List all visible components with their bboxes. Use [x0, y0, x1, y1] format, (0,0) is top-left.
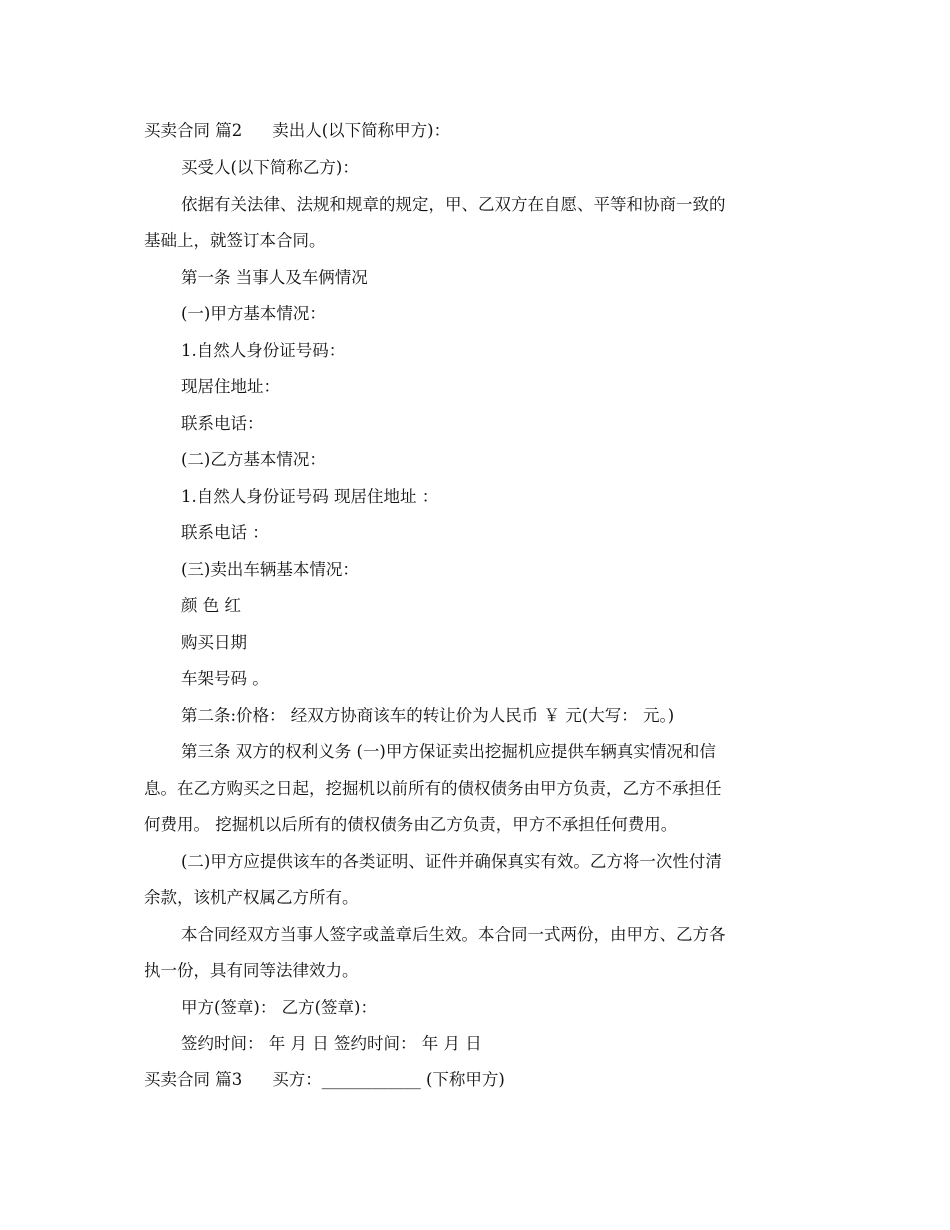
field-label: 颜 色 红: [181, 596, 241, 615]
field-label: 车架号码 。: [181, 669, 269, 688]
section-title: 买卖合同 篇3: [144, 1070, 243, 1089]
paragraph-line: 依据有关法律、法规和规章的规定，甲、乙双方在自愿、平等和协商一致的: [181, 195, 726, 214]
field-label: 联系电话 ：: [181, 523, 269, 542]
buyer-prefix: 买方：: [272, 1070, 322, 1089]
buyer-suffix: (下称甲方): [426, 1070, 505, 1089]
seller-label: 卖出人(以下简称甲方)：: [272, 121, 451, 140]
paragraph-line: 第三条 双方的权利义务 (一)甲方保证卖出挖掘机应提供车辆真实情况和信: [181, 742, 716, 761]
paragraph-line: 本合同经双方当事人签字或盖章后生效。本合同一式两份，由甲方、乙方各: [181, 925, 726, 944]
section-title: 买卖合同 篇2: [144, 121, 243, 140]
field-label: 现居住地址：: [181, 377, 280, 396]
field-label: 1.自然人身份证号码 现居住地址 ：: [181, 487, 439, 506]
field-label: 1.自然人身份证号码：: [181, 341, 346, 360]
article-heading: 第一条 当事人及车俩情况: [181, 268, 368, 287]
paragraph-line: 何费用。 挖掘机以后所有的债权债务由乙方负责，甲方不承担任何费用。: [144, 815, 678, 834]
paragraph-line: 息。在乙方购买之日起，挖掘机以前所有的债权债务由甲方负责，乙方不承担任: [144, 779, 722, 798]
section-heading-3: [144, 1070, 505, 1090]
field-label: 联系电话：: [181, 414, 264, 433]
paragraph-line: (二)甲方应提供该车的各类证明、证件并确保真实有效。乙方将一次性付清: [181, 852, 722, 871]
signature-line: 甲方(签章)： 乙方(签章)：: [181, 998, 377, 1017]
subsection-heading: (二)乙方基本情况：: [181, 450, 326, 469]
paragraph-line: 基础上，就签订本合同。: [144, 231, 326, 250]
article-heading: 第二条:价格： 经双方协商该车的转让价为人民币 ￥ 元(大写： 元。): [181, 706, 675, 725]
buyer-blank: ____________: [321, 1070, 421, 1089]
field-label: 购买日期: [181, 633, 247, 652]
buyer-label: 买受人(以下简称乙方)：: [181, 158, 359, 177]
paragraph-line: 余款，该机产权属乙方所有。: [144, 888, 359, 907]
subsection-heading: (三)卖出车辆基本情况：: [181, 560, 359, 579]
subsection-heading: (一)甲方基本情况：: [181, 304, 326, 323]
section-heading-2: [144, 121, 450, 141]
paragraph-line: 执一份，具有同等法律效力。: [144, 961, 359, 980]
signing-date-line: 签约时间： 年 月 日 签约时间： 年 月 日: [181, 1034, 482, 1053]
